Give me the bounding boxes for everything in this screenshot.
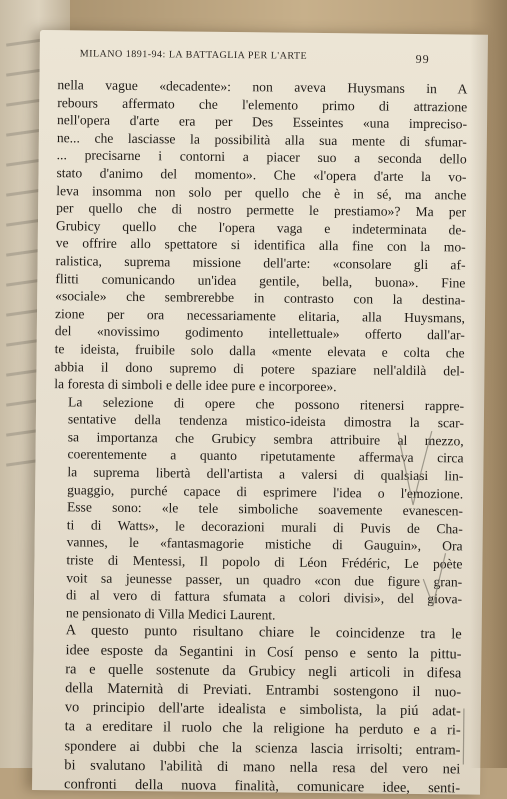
text-line: ne pensionato di Villa Medici Laurent.	[65, 605, 276, 623]
text-line: confronti della nuova finalità, comunicare idee, senti-	[64, 776, 461, 797]
text-line: te ideista, fruibile solo dalla «mente elevata e colta che	[54, 341, 465, 361]
text-line: leva insomma non solo per quello che è in sé, ma anche	[56, 182, 467, 203]
text-line: ra e quelle sostenute da Grubicy negli articoli in difesa	[65, 661, 462, 682]
text-line: per quello che di nostro permette le prestiamo»? Ma per	[56, 200, 467, 220]
text-line: flitti comunicando un'idea gentile, bella, buona». Fine	[55, 270, 466, 290]
text-line: vannes, le «fantasmagorie mistiche di Gauguin», Ora	[66, 534, 463, 554]
text-line: del «novissimo godimento intellettuale» offerto dall'ar-	[54, 323, 465, 343]
text-line: coerentemente a quanto ripetutamente affermava circa	[67, 446, 464, 466]
text-line: la foresta di simboli e delle idee pure e incorporee».	[54, 376, 337, 395]
text-line: nella vague «decadente»: non aveva Huysmans in A	[57, 77, 468, 97]
pencil-mark-3	[457, 706, 470, 766]
text-line: la suprema libertà dell'artista a valersi di qualsiasi lin-	[67, 464, 464, 484]
text-line: La selezione di opere che possono ritenersi rappre-	[68, 394, 465, 414]
page-header	[80, 48, 430, 67]
running-title: MILANO 1891-94: LA BATTAGLIA PER L'ARTE	[79, 48, 308, 62]
text-line: guaggio, purché capace di esprimere l'idea o l'emozione.	[67, 481, 464, 502]
text-line: della Maternità di Previati. Entrambi sostengono il nuo-	[65, 680, 462, 701]
pencil-mark-2	[419, 549, 450, 609]
text-line: vo principio dell'arte idealista e simbolista, la piú adat-	[64, 699, 461, 720]
text-line: di al vero di fattura sfumata a colori divisi», del giova-	[66, 587, 463, 607]
page-shadow	[470, 0, 507, 768]
paragraph-2	[52, 393, 464, 626]
text-line: zione per ora necessariamente elitaria, alla Huysmans,	[54, 305, 466, 326]
text-line: ... precisarne i contorni a piacer suo a seconda dello	[56, 147, 467, 167]
text-line: sa importanza che Grubicy sembra attribuire al mezzo,	[67, 429, 464, 449]
text-line: ne... che lasciasse la possibilità alla sua mente di sfumar-	[56, 129, 467, 150]
text-line: rebours affermato che l'elemento primo di attrazione	[57, 94, 468, 115]
text-line: Esse sono: «le tele simboliche soavemente evanescen-	[66, 499, 464, 519]
book-page	[32, 30, 488, 795]
text-line: ti di Watts», le decorazioni murali di Puvis de Cha-	[66, 517, 463, 537]
text-line: A questo punto risultano chiare le coincidenze tra le	[65, 622, 462, 643]
text-line: ta a ereditare il ruolo che la religione ha perduto e a ri-	[64, 718, 461, 739]
text-line: ralistica, suprema missione dell'arte: «consolare gli af-	[55, 253, 466, 273]
text-line: Grubicy quello che l'opera vaga e indeterminata de-	[55, 217, 467, 238]
text-line: voit sa jeunesse passer, un quadro «con due figure gran-	[66, 569, 463, 590]
text-line: nell'opera d'arte era per Des Esseintes «una impreciso-	[56, 112, 468, 132]
text-line: «sociale» che sembrerebbe in contrasto con la destina-	[55, 288, 466, 308]
page-number: 99	[415, 51, 430, 67]
text-line: triste di Mentessi, Il popolo di Léon Frédéric, Le poète	[66, 552, 463, 572]
text-line: abbia il dono supremo di potere spaziare nell'aldilà del-	[54, 358, 465, 378]
text-line: idee esposte da Segantini in Cosí penso e sento la pittu-	[65, 641, 462, 663]
text-line: stato d'animo del momento». Che «l'opera d'arte la vo-	[56, 165, 467, 185]
text-line: ve offrire allo spettatore si identifica alla fine con la mo-	[55, 235, 466, 255]
text-line: sentative della tendenza mistico-ideista dimostra la scar-	[67, 411, 464, 431]
pencil-mark-1	[395, 429, 436, 509]
paragraph-1	[54, 76, 467, 397]
text-line: bi svalutano l'abilità di mano nella resa del vero nei	[64, 757, 461, 778]
text-line: spondere ai dubbi che la scienza lascia irrisolti; entram-	[64, 737, 461, 759]
paragraph-3	[50, 622, 462, 799]
